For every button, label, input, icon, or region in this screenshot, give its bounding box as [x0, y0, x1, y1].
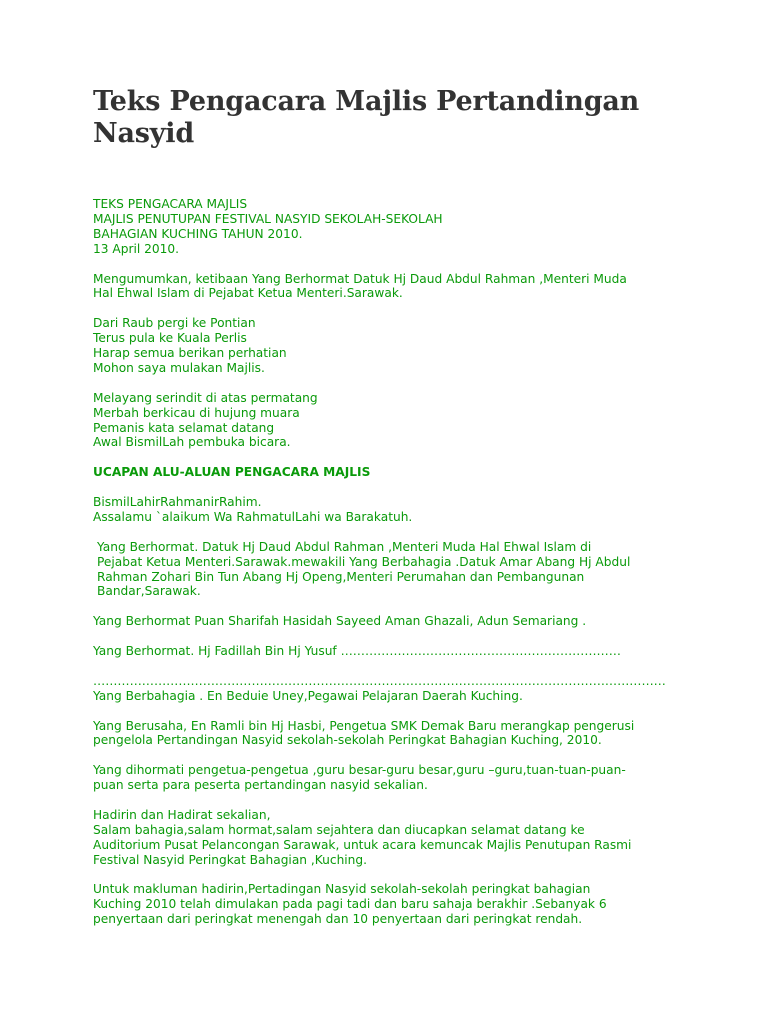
verse-line: Melayang serindit di atas permatang	[93, 390, 318, 405]
pantun-verse-2	[93, 391, 683, 451]
text-line: pengelola Pertandingan Nasyid sekolah-sekolah Peringkat Bahagian Kuching, 2010.	[93, 733, 602, 748]
text-line: BismilLahirRahmanirRahim.	[93, 495, 262, 510]
text-line: Yang Berusaha, En Ramli bin Hj Hasbi, Pengetua SMK Demak Baru merangkap pengerusi	[93, 718, 635, 733]
text-line: Festival Nasyid Peringkat Bahagian ,Kuching.	[93, 852, 368, 867]
header-line: TEKS PENGACARA MAJLIS	[93, 197, 248, 211]
yb-daud-paragraph	[93, 540, 683, 600]
text-line: Rahman Zohari Bin Tun Abang Hj Openg,Menteri Perumahan dan Pembangunan	[97, 569, 585, 584]
hadirin-paragraph	[93, 808, 683, 868]
verse-line: Terus pula ke Kuala Perlis	[93, 331, 247, 346]
header-date: 13 April 2010.	[93, 241, 180, 256]
verse-line: Harap semua berikan perhatian	[93, 346, 287, 361]
verse-line: Pemanis kata selamat datang	[93, 420, 275, 435]
header-line: BAHAGIAN KUCHING TAHUN 2010.	[93, 226, 303, 241]
document-body	[93, 197, 683, 927]
text-line: puan serta para peserta pertandingan nasyid sekalian.	[93, 778, 428, 793]
text-line: penyertaan dari peringkat menengah dan 10 penyertaan dari peringkat rendah.	[93, 912, 583, 927]
section-heading: UCAPAN ALU-ALUAN PENGACARA MAJLIS	[93, 465, 371, 480]
yb-ramli-paragraph	[93, 719, 683, 749]
verse-line: Merbah berkicau di hujung muara	[93, 405, 300, 420]
text-line: Bandar,Sarawak.	[97, 584, 201, 599]
makluman-paragraph	[93, 882, 683, 927]
verse-line: Awal BismilLah pembuka bicara.	[93, 435, 291, 450]
dots-line: ……………………………………………………………………………………………………………………………	[93, 673, 666, 688]
text-line: Assalamu `alaikum Wa RahmatulLahi wa Barakatuh.	[93, 509, 413, 524]
text-line: Hal Ehwal Islam di Pejabat Ketua Menteri.Sarawak.	[93, 286, 403, 301]
header-line: MAJLIS PENUTUPAN FESTIVAL NASYID SEKOLAH-SEKOLAH	[93, 211, 443, 226]
dihormati-paragraph	[93, 763, 683, 793]
yb-beduie-paragraph: Yang Berbahagia . En Beduie Uney,Pegawai Pelajaran Daerah Kuching.	[93, 688, 523, 703]
text-line: Pejabat Ketua Menteri.Sarawak.mewakili Yang Berbahagia .Datuk Amar Abang Hj Abdul	[97, 554, 631, 569]
text-line: Mengumumkan, ketibaan Yang Berhormat Datuk Hj Daud Abdul Rahman ,Menteri Muda	[93, 271, 627, 286]
document-page	[93, 86, 683, 942]
text-line: Auditorium Pusat Pelancongan Sarawak, untuk acara kemuncak Majlis Penutupan Rasmi	[93, 837, 632, 852]
text-line: Yang dihormati pengetua-pengetua ,guru besar-guru besar,guru –guru,tuan-tuan-puan-	[93, 763, 626, 778]
announcement-paragraph	[93, 272, 683, 302]
text-line: Kuching 2010 telah dimulakan pada pagi tadi dan baru sahaja berakhir .Sebanyak 6	[93, 897, 607, 912]
yb-sharifah-paragraph: Yang Berhormat Puan Sharifah Hasidah Sayeed Aman Ghazali, Adun Semariang .	[93, 614, 587, 629]
verse-line: Dari Raub pergi ke Pontian	[93, 316, 256, 331]
text-line: Untuk makluman hadirin,Pertadingan Nasyid sekolah-sekolah peringkat bahagian	[93, 882, 591, 897]
greeting-paragraph	[93, 495, 683, 525]
verse-line: Mohon saya mulakan Majlis.	[93, 360, 265, 375]
header-block	[93, 197, 683, 257]
yb-fadillah-paragraph: Yang Berhormat. Hj Fadillah Bin Hj Yusuf ……………………………………………………………	[93, 644, 621, 659]
document-title: Teks Pengacara Majlis Pertandingan Nasyid	[93, 86, 640, 149]
text-line: Salam bahagia,salam hormat,salam sejahtera dan diucapkan selamat datang ke	[93, 822, 585, 837]
text-line: Hadirin dan Hadirat sekalian,	[93, 807, 271, 822]
text-line: Yang Berhormat. Datuk Hj Daud Abdul Rahman ,Menteri Muda Hal Ehwal Islam di	[97, 539, 592, 554]
pantun-verse-1	[93, 316, 683, 376]
